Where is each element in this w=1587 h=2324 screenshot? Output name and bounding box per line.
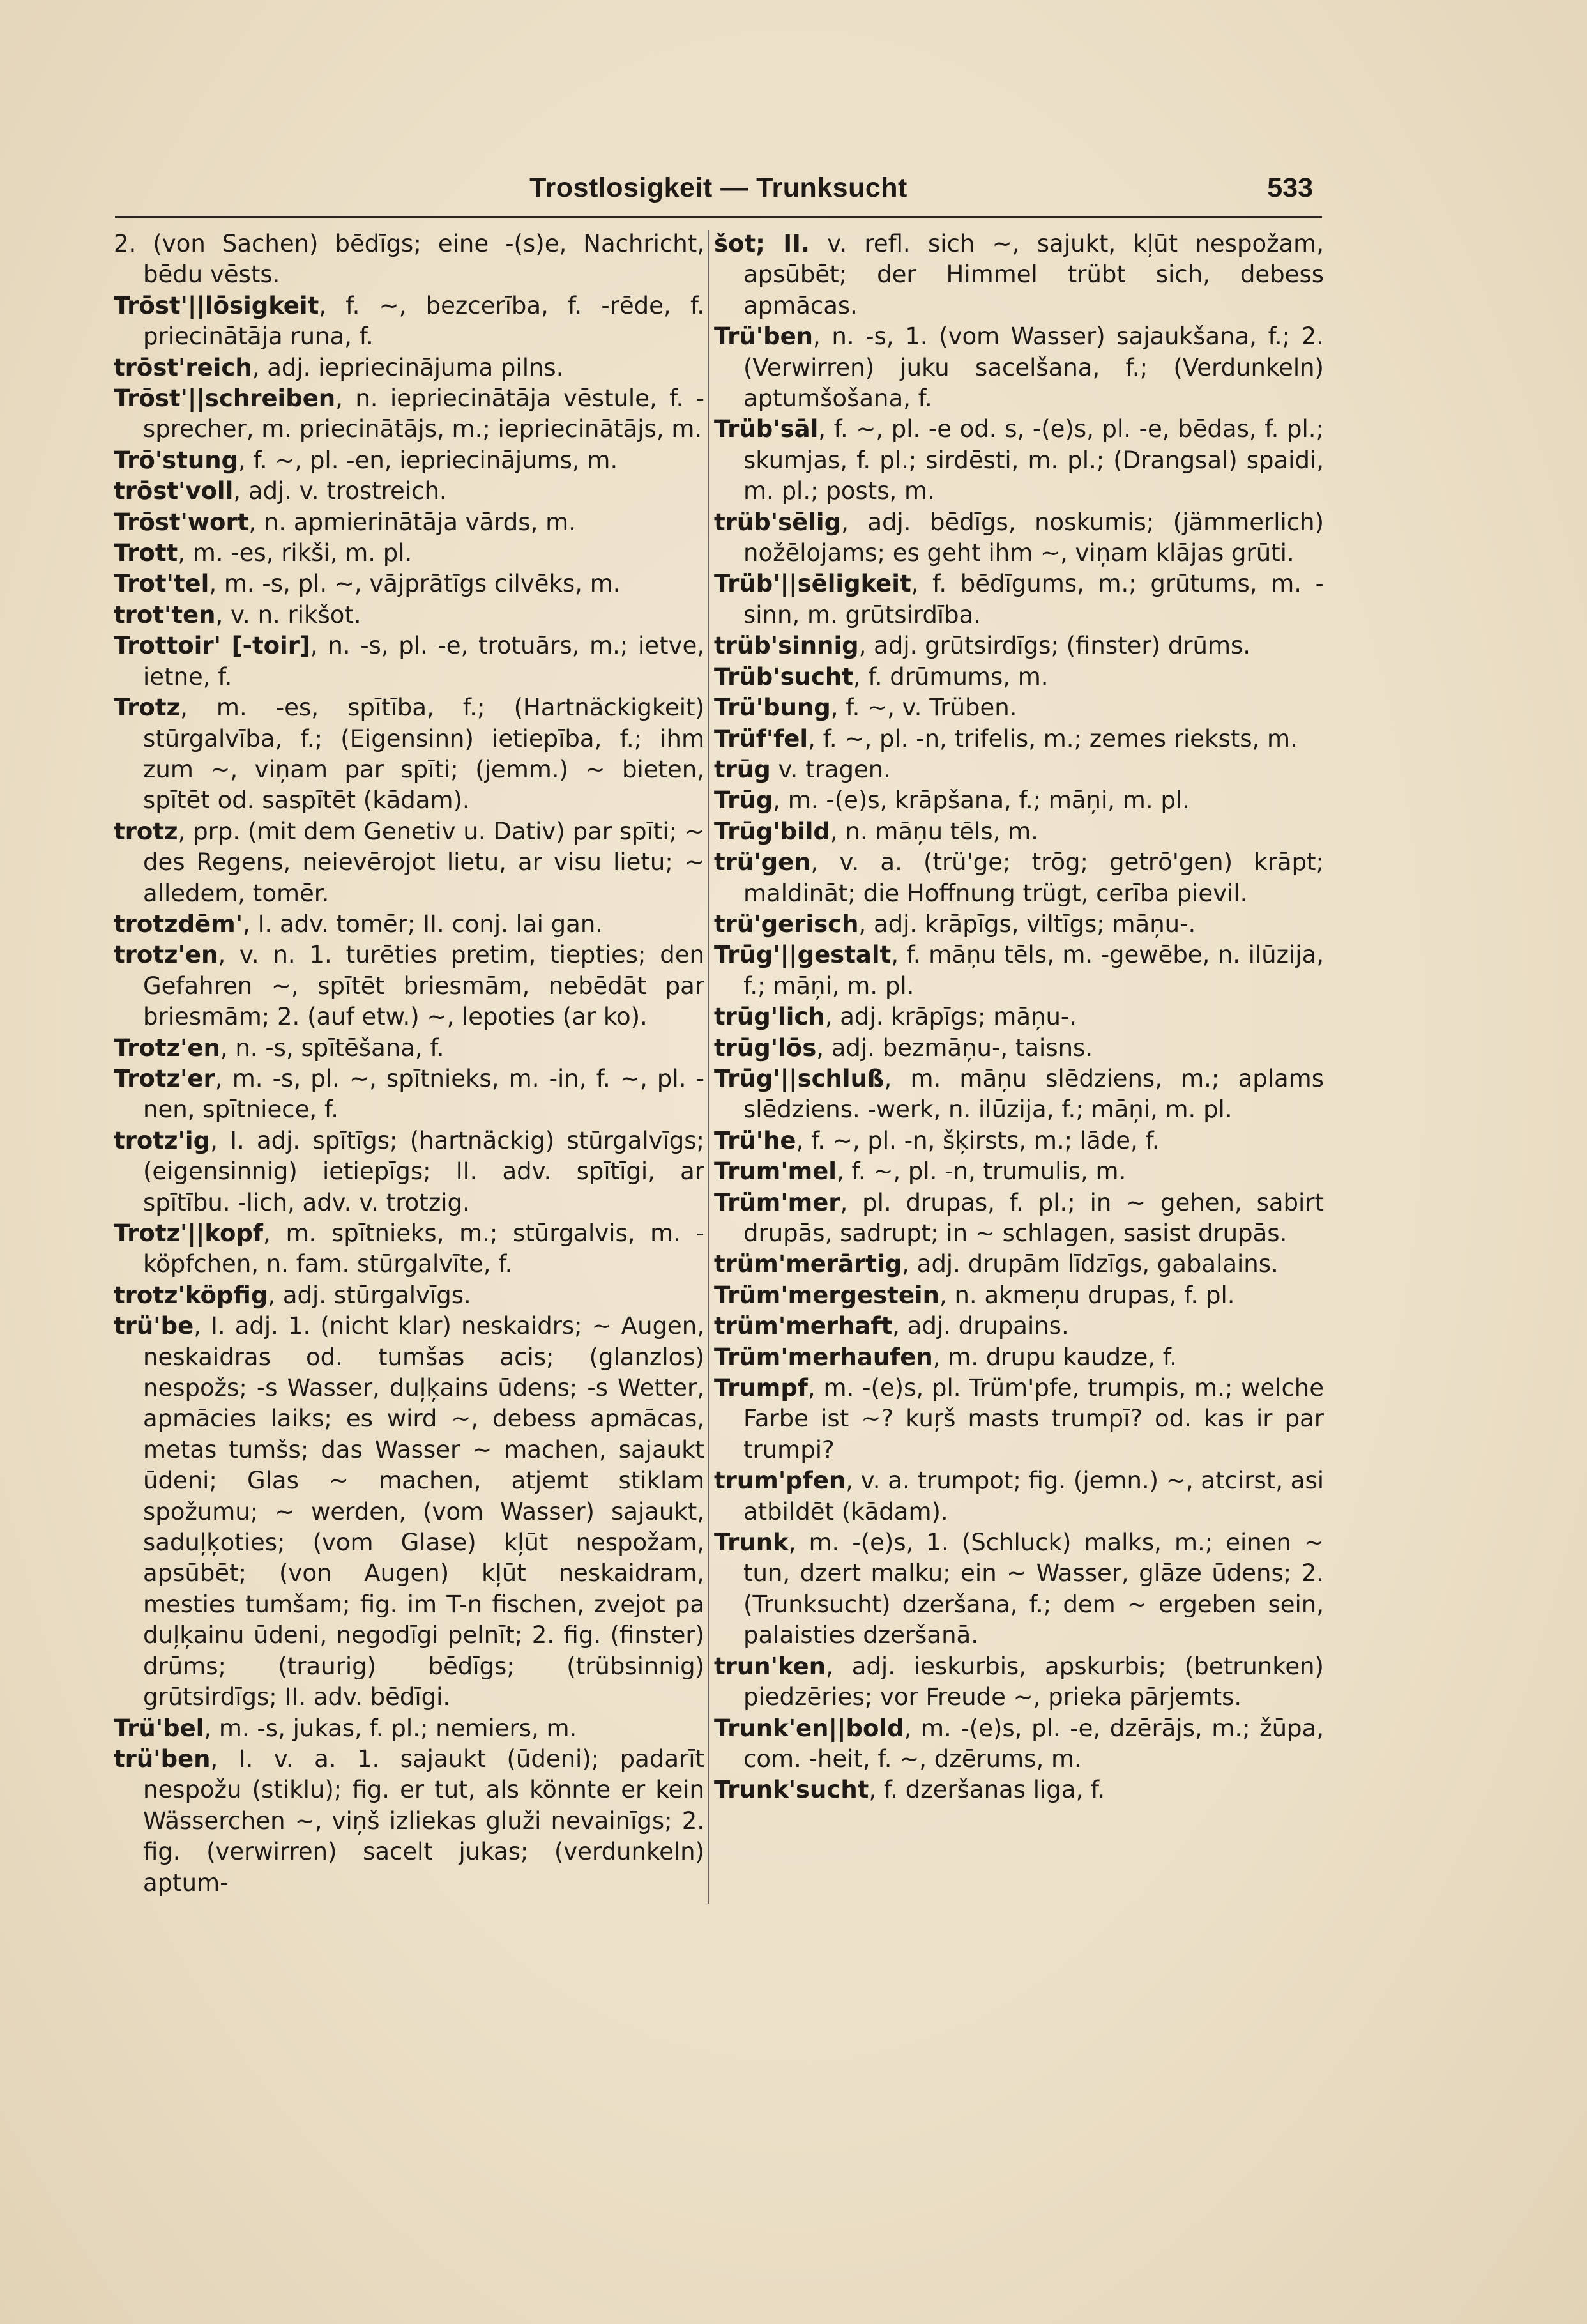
dictionary-entry: trüm'merārtig, adj. drupām līdzīgs, gabalains. (714, 1250, 1279, 1278)
dictionary-entry: trotzdēm', I. adv. tomēr; II. conj. lai gan. (114, 910, 604, 938)
left-column (114, 229, 704, 1899)
dictionary-entry: Trōst'||lōsigkeit, f. ~, bezcerība, f. -rēde, f. priecinātāja runa, f. (114, 291, 704, 351)
dictionary-entry: Trotz'||kopf, m. spītnieks, m.; stūrgalvis, m. -köpfchen, n. fam. stūrgalvīte, f. (114, 1219, 704, 1278)
dictionary-entry: Trü'bel, m. -s, jukas, f. pl.; nemiers, m. (114, 1714, 577, 1742)
dictionary-entry: Trüb'sāl, f. ~, pl. -e od. s, -(e)s, pl. -e, bēdas, f. pl.; skumjas, f. pl.; sirdēsti, m. pl.; (Drangsal) spaidi, m. pl.; posts, m. (714, 415, 1324, 505)
page-header (115, 167, 1322, 212)
dictionary-entry: Trunk'en||bold, m. -(e)s, pl. -e, dzērājs, m.; žūpa, com. -heit, f. ~, dzērums, m. (714, 1714, 1324, 1773)
dictionary-entry: Trotz'er, m. -s, pl. ~, spītnieks, m. -in, f. ~, pl. -nen, spītniece, f. (114, 1064, 704, 1124)
dictionary-entry: trun'ken, adj. ieskurbis, apskurbis; (betrunken) piedzēries; vor Freude ~, prieka pārjemts. (714, 1652, 1324, 1711)
dictionary-entry: trot'ten, v. n. rikšot. (114, 600, 361, 629)
dictionary-entry: trōst'reich, adj. iepriecinājuma pilns. (114, 353, 564, 381)
dictionary-entry: Trūg, m. -(e)s, krāpšana, f.; māņi, m. pl. (714, 786, 1190, 814)
dictionary-entry: Trum'mel, f. ~, pl. -n, trumulis, m. (714, 1158, 1127, 1186)
dictionary-entry: trü'ben, I. v. a. 1. sajaukt (ūdeni); padarīt nespožu (stiklu); fig. er tut, als könnte er kein Wässerchen ~, viņš izliekas gluži nevainīgs; 2. fig. (verwirren) sacelt jukas; (verdunkeln) aptum- (114, 1745, 704, 1897)
dictionary-entry: trü'be, I. adj. 1. (nicht klar) neskaidrs; ~ Augen, neskaidras od. tumšas acis; (glanzlos) nespožs; -s Wasser, duļķains ūdens; -s Wetter, apmācies laiks; es wird ~, debess apmācas, metas tumšs; das Wasser ~ machen, sajaukt ūdeni; Glas ~ machen, atjemt stiklam spožumu; ~ werden, (vom Wasser) sajaukt, saduļķoties; (vom Glase) kļūt nespožam, apsūbēt; (von Augen) kļūt neskaidram, mesties tumšam; fig. im T-n fischen, zvejot pa duļķainu ūdeni, negodīgi pelnīt; 2. fig. (finster) drūms; (traurig) bēdīgs; (trübsinnig) grūtsirdīgs; II. adv. bēdīgi. (114, 1312, 704, 1711)
dictionary-entry: Trüm'mer, pl. drupas, f. pl.; in ~ gehen, sabirt drupās, sadrupt; in ~ schlagen, sasist drupās. (714, 1188, 1324, 1247)
dictionary-entry: Trü'ben, n. -s, 1. (vom Wasser) sajaukšana, f.; 2. (Verwirren) juku sacelšana, f.; (Verdunkeln) aptumšošana, f. (714, 323, 1324, 413)
dictionary-entry: Trunk, m. -(e)s, 1. (Schluck) malks, m.; einen ~ tun, dzert malku; ein ~ Wasser, glāze ūdens; 2. (Trunksucht) dzeršana, f.; dem ~ ergeben sein, palaisties dzeršanā. (714, 1529, 1324, 1649)
dictionary-entry: trūg'lōs, adj. bezmāņu-, taisns. (714, 1034, 1093, 1062)
dictionary-entry: Trō'stung, f. ~, pl. -en, iepriecinājums, m. (114, 446, 618, 474)
dictionary-entry: 2. (von Sachen) bēdīgs; eine -(s)e, Nachricht, bēdu vēsts. (114, 230, 704, 289)
dictionary-entry: trüm'merhaft, adj. drupains. (714, 1312, 1069, 1340)
right-column (714, 229, 1324, 1806)
dictionary-entry: Trüf'fel, f. ~, pl. -n, trifelis, m.; zemes rieksts, m. (714, 724, 1298, 753)
dictionary-entry: trōst'voll, adj. v. trostreich. (114, 477, 447, 505)
dictionary-entry: Trüm'mergestein, n. akmeņu drupas, f. pl. (714, 1281, 1235, 1309)
dictionary-entry: Trottoir' [-toir], n. -s, pl. -e, trotuārs, m.; ietve, ietne, f. (114, 632, 704, 691)
dictionary-entry: trotz'ig, I. adj. spītīgs; (hartnäckig) stūrgalvīgs; (eigensinnig) ietiepīgs; II. adv. spītīgi, ar spītību. -lich, adv. v. trotzig. (114, 1126, 704, 1216)
dictionary-entry: trü'gerisch, adj. krāpīgs, viltīgs; māņu-. (714, 910, 1196, 938)
column-divider (708, 230, 709, 1904)
dictionary-entry: trotz, prp. (mit dem Genetiv u. Dativ) par spīti; ~ des Regens, neievērojot lietu, ar visu lietu; ~ alledem, tomēr. (114, 817, 704, 907)
dictionary-entry: Trumpf, m. -(e)s, pl. Trüm'pfe, trumpis, m.; welche Farbe ist ~? kuŗš masts trumpī? od. kas ir par trumpi? (714, 1374, 1324, 1464)
dictionary-entry: trum'pfen, v. a. trumpot; fig. (jemn.) ~, atcirst, asi atbildēt (kādam). (714, 1467, 1324, 1525)
dictionary-entry: trūg'lich, adj. krāpīgs; māņu-. (714, 1003, 1077, 1031)
dictionary-entry: Trōst'wort, n. apmierinātāja vārds, m. (114, 508, 576, 536)
dictionary-entry: Trotz, m. -es, spītība, f.; (Hartnäckigkeit) stūrgalvība, f.; (Eigensinn) ietiepība, f.; ihm zum ~, viņam par spīti; (jemm.) ~ bieten, spītēt od. saspītēt (kādam). (114, 694, 704, 814)
dictionary-entry: Trōst'||schreiben, n. iepriecinātāja vēstule, f. -sprecher, m. priecinātājs, m.; iepriecinātājs, m. (114, 385, 704, 443)
dictionary-entry: trü'gen, v. a. (trü'ge; trōg; getrō'gen) krāpt; maldināt; die Hoffnung trügt, cerība pievil. (714, 848, 1324, 907)
dictionary-entry: trüb'sēlig, adj. bēdīgs, noskumis; (jämmerlich) nožēlojams; es geht ihm ~, viņam klājas grūti. (714, 508, 1324, 567)
dictionary-entry: Trüm'merhaufen, m. drupu kaudze, f. (714, 1343, 1177, 1371)
dictionary-entry: trotz'köpfig, adj. stūrgalvīgs. (114, 1281, 471, 1309)
dictionary-entry: šot; II. v. refl. sich ~, sajukt, kļūt nespožam, apsūbēt; der Himmel trübt sich, debess apmācas. (714, 230, 1324, 319)
dictionary-entry: Trot'tel, m. -s, pl. ~, vājprātīgs cilvēks, m. (114, 570, 621, 598)
dictionary-entry: Trott, m. -es, rikši, m. pl. (114, 539, 413, 567)
running-head: Trostlosigkeit — Trunksucht (529, 172, 907, 203)
dictionary-entry: trüb'sinnig, adj. grūtsirdīgs; (finster) drūms. (714, 632, 1251, 660)
dictionary-entry: Trüb'||sēligkeit, f. bēdīgums, m.; grūtums, m. -sinn, m. grūtsirdība. (714, 570, 1324, 629)
dictionary-entry: Trüb'sucht, f. drūmums, m. (714, 662, 1049, 691)
dictionary-entry: Trü'he, f. ~, pl. -n, šķirsts, m.; lāde, f. (714, 1126, 1160, 1154)
page-number: 533 (1267, 172, 1313, 203)
dictionary-entry: Trūg'||schluß, m. māņu slēdziens, m.; aplams slēdziens. -werk, n. ilūzija, f.; māņi, m. pl. (714, 1064, 1324, 1124)
dictionary-entry: trūg v. tragen. (714, 755, 891, 783)
dictionary-entry: Trotz'en, n. -s, spītēšana, f. (114, 1034, 444, 1062)
dictionary-entry: Trunk'sucht, f. dzeršanas liga, f. (714, 1776, 1105, 1804)
dictionary-entry: Trūg'bild, n. māņu tēls, m. (714, 817, 1038, 845)
dictionary-entry: trotz'en, v. n. 1. turēties pretim, tiepties; den Gefahren ~, spītēt briesmām, nebēdāt par briesmām; 2. (auf etw.) ~, lepoties (ar ko). (114, 941, 704, 1031)
dictionary-entry: Trü'bung, f. ~, v. Trüben. (714, 694, 1017, 722)
header-rule (115, 216, 1322, 218)
dictionary-entry: Trūg'||gestalt, f. māņu tēls, m. -gewēbe, n. ilūzija, f.; māņi, m. pl. (714, 941, 1324, 1000)
